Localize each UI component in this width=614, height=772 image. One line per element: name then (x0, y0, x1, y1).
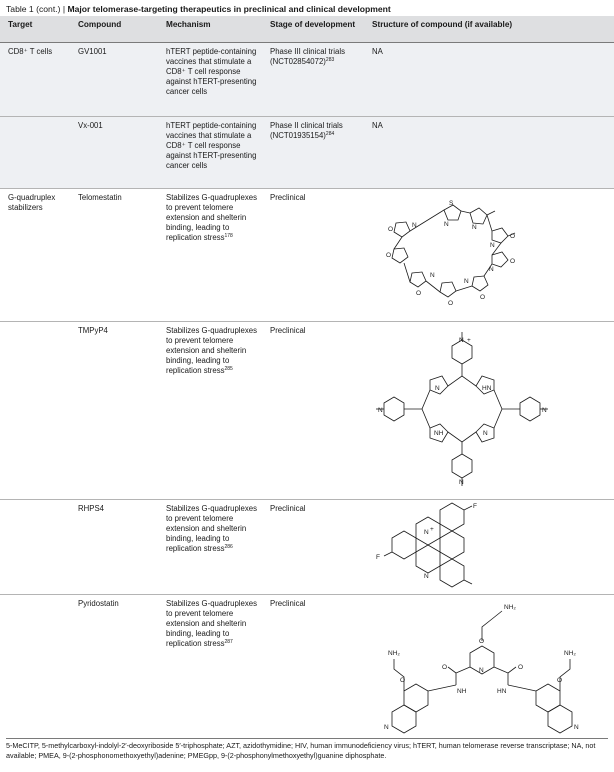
mechanism-ref: 287 (224, 639, 233, 645)
mechanism-text: Stabilizes G-quadruplexes to prevent telomere extension and shelterin binding, leading to replication stress (166, 193, 258, 242)
mechanism-text: Stabilizes G-quadruplexes to prevent telomere extension and shelterin binding, leading to replication stress (166, 599, 258, 648)
cell-compound: RHPS4 (70, 500, 158, 595)
pyridostatin-structure (364, 597, 612, 737)
structure-atom: O (448, 300, 454, 307)
mechanism-ref: 285 (224, 366, 233, 372)
structure-atom: O (557, 677, 563, 684)
cell-stage: Preclinical (262, 500, 364, 595)
structure-atom: F (473, 503, 477, 510)
structure-atom: NH (434, 430, 444, 437)
structure-atom: NH₂ (504, 604, 516, 611)
structure-atom: N (444, 221, 449, 228)
table-row (0, 595, 614, 741)
table-row (0, 189, 614, 322)
header-compound: Compound (70, 16, 158, 43)
structure-atom: O (386, 252, 392, 259)
mechanism-text: Stabilizes G-quadruplexes to prevent telomere extension and shelterin binding, leading to replication stress (166, 326, 258, 375)
cell-mechanism: hTERT peptide-containing vaccines that stimulate a CD8⁺ T cell response against hTERT-presenting cancer cells (158, 43, 262, 117)
structure-atom: NH (457, 688, 467, 695)
structure-charge: + (467, 337, 471, 344)
table-row (0, 500, 614, 595)
cell-stage (262, 43, 364, 117)
cell-mechanism (158, 500, 262, 595)
cell-structure (364, 595, 614, 741)
structure-atom: O (510, 258, 516, 265)
structure-atom: O (388, 226, 394, 233)
therapeutics-table (0, 16, 614, 741)
structure-atom: O (416, 290, 422, 297)
structure-atom: N (489, 266, 494, 273)
cell-structure (364, 189, 614, 322)
structure-atom: NH₂ (564, 650, 576, 657)
cell-target (0, 595, 70, 741)
cell-mechanism (158, 189, 262, 322)
cell-stage: Preclinical (262, 189, 364, 322)
structure-atom: N (378, 407, 383, 414)
structure-atom: O (510, 233, 516, 240)
structure-atom: N (464, 278, 469, 285)
cell-structure: NA (364, 117, 614, 189)
header-target: Target (0, 16, 70, 43)
header-row (0, 16, 614, 43)
cell-structure (364, 322, 614, 500)
mechanism-ref: 286 (224, 544, 233, 550)
table-row (0, 117, 614, 189)
structure-atom: N (472, 224, 477, 231)
structure-charge: + (430, 526, 434, 533)
cell-mechanism (158, 322, 262, 500)
structure-atom: N (490, 242, 495, 249)
cell-target (0, 322, 70, 500)
tmpyp4-structure (364, 324, 612, 498)
structure-atom: HN (482, 385, 492, 392)
stage-text: Phase III clinical trials (NCT02854072) (270, 47, 345, 66)
structure-atom: N (459, 337, 464, 344)
structure-atom: S (449, 200, 454, 207)
cell-stage: Preclinical (262, 595, 364, 741)
table-footnote: 5-MeCITP, 5-methylcarboxyl-indolyl-2′-deoxyriboside 5′-triphosphate; AZT, azidothymidine; HIV, human immunodeficiency virus; hTERT, human telomerase reverse transcriptase; NA, not available; PMEA, 9-(2-phosphonomethoxyethyl)adenine; PMEGpp, 9-(2-phosphonylmethoxyethyl)guanine diphosphate. (6, 738, 608, 761)
table-label: Table 1 (cont.) | (6, 4, 68, 14)
mechanism-text: Stabilizes G-quadruplexes to prevent telomere extension and shelterin binding, leading to replication stress (166, 504, 258, 553)
cell-mechanism: hTERT peptide-containing vaccines that stimulate a CD8⁺ T cell response against hTERT-presenting cancer cells (158, 117, 262, 189)
cell-target: G-quadruplex stabilizers (0, 189, 70, 322)
table-title (6, 2, 610, 16)
structure-atoms (384, 604, 579, 731)
cell-compound: Telomestatin (70, 189, 158, 322)
structure-atom: N (430, 272, 435, 279)
structure-atom: O (480, 294, 486, 301)
structure-atoms (378, 337, 547, 486)
structure-atom: F (376, 554, 380, 561)
cell-structure (364, 500, 614, 595)
structure-atom: N (424, 573, 429, 580)
stage-ref: 284 (325, 131, 335, 137)
mechanism-ref: 178 (224, 233, 233, 239)
structure-atom: N (483, 430, 488, 437)
structure-atom: N (412, 222, 417, 229)
telomestatin-structure (364, 191, 612, 319)
cell-stage (262, 117, 364, 189)
structure-atom: N (424, 529, 429, 536)
cell-target (0, 117, 70, 189)
header-stage: Stage of development (262, 16, 364, 43)
cell-stage: Preclinical (262, 322, 364, 500)
header-structure: Structure of compound (if available) (364, 16, 614, 43)
structure-atom: N (384, 724, 389, 731)
cell-target: CD8⁺ T cells (0, 43, 70, 117)
rhps4-structure (364, 502, 612, 592)
cell-compound: TMPyP4 (70, 322, 158, 500)
cell-structure: NA (364, 43, 614, 117)
cell-target (0, 500, 70, 595)
table-caption: Major telomerase-targeting therapeutics in preclinical and clinical development (67, 4, 391, 14)
structure-atom: N (479, 667, 484, 674)
structure-atom: N (459, 479, 464, 486)
structure-atom: NH₂ (388, 650, 400, 657)
table-row (0, 43, 614, 117)
structure-atom: HN (497, 688, 507, 695)
stage-text: Phase II clinical trials (NCT01935154) (270, 121, 343, 140)
structure-atom: O (518, 664, 524, 671)
cell-compound: GV1001 (70, 43, 158, 117)
cell-mechanism (158, 595, 262, 741)
structure-atom: N (542, 407, 547, 414)
structure-atom: N (574, 724, 579, 731)
cell-compound: Pyridostatin (70, 595, 158, 741)
header-mechanism: Mechanism (158, 16, 262, 43)
structure-atoms (376, 503, 477, 580)
cell-compound: Vx-001 (70, 117, 158, 189)
structure-atom: O (400, 677, 406, 684)
structure-atom: O (442, 664, 448, 671)
structure-atom: O (479, 638, 485, 645)
table-row (0, 322, 614, 500)
stage-ref: 283 (325, 57, 335, 63)
structure-atom: N (435, 385, 440, 392)
